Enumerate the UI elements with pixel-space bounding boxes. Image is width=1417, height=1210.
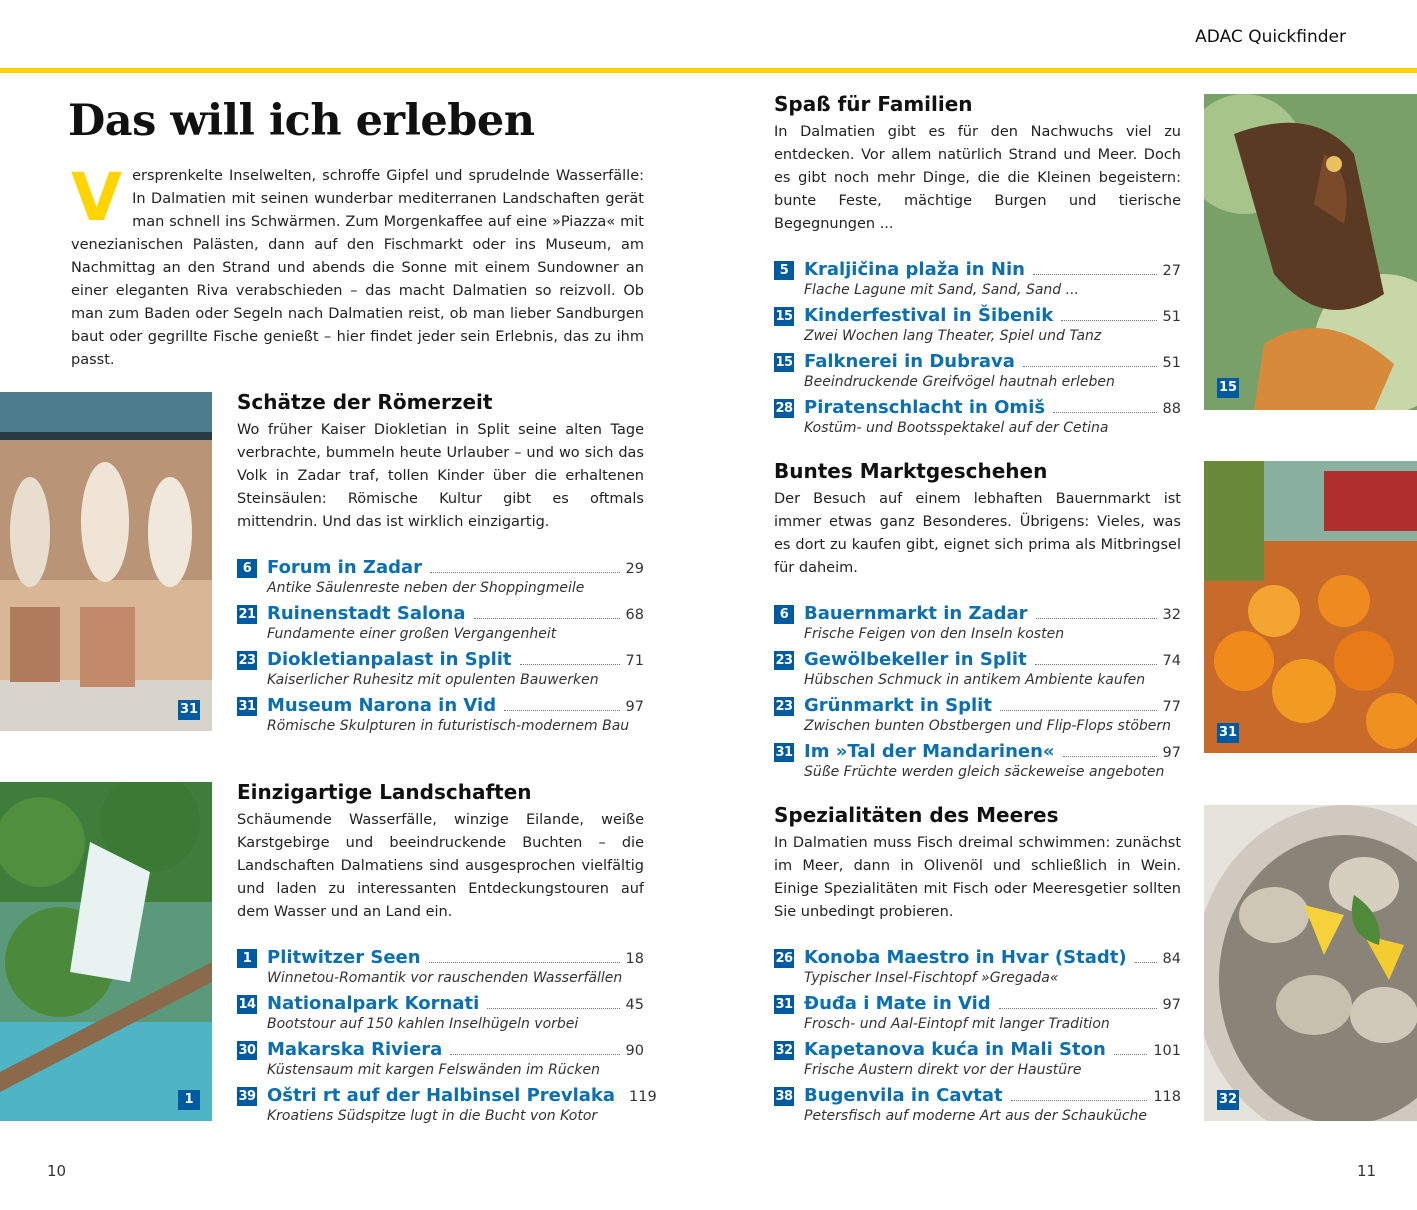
entry-name[interactable]: Nationalpark Kornati (267, 993, 480, 1014)
section-text: Wo früher Kaiser Diokletian in Split seine alten Tage verbrachte, bummeln heute Urlauber – und wo sich das Volk in Zadar traf, tollen Kinder über die erhaltenen Steinsäulen: Römische Kultur gibt es oftmals mittendrin. Und das ist wirklich einzigartig. (237, 422, 644, 530)
dropcap: V (71, 159, 123, 236)
oysters-image (1204, 805, 1417, 1121)
entry-description: Kroatiens Südspitze lugt in die Bucht von Kotor (267, 1108, 598, 1124)
yellow-rule (0, 68, 1417, 73)
list-item[interactable] (237, 1038, 644, 1084)
list-item[interactable] (774, 946, 1181, 992)
section-text: In Dalmatien gibt es für den Nachwuchs viel zu entdecken. Vor allem natürlich Strand und Meer. Doch es gibt noch mehr Dinge, die die Kleinen begeistern: bunte Feste, mächtige Burgen und tierische Begegnungen ... (774, 124, 1181, 232)
leader-dots (474, 618, 620, 619)
entry-name[interactable]: Forum in Zadar (267, 557, 423, 578)
section-text: Der Besuch auf einem lebhaften Bauernmarkt ist immer etwas ganz Besonderes. Übrigens: Vieles, was es dort zu kaufen gibt, eignet sich prima als Mitbringsel für daheim. (774, 491, 1181, 576)
list-item[interactable] (774, 740, 1181, 786)
list-item[interactable] (774, 694, 1181, 740)
leader-dots (1036, 618, 1157, 619)
header-label: ADAC Quickfinder (1195, 27, 1346, 47)
intro-paragraph (71, 159, 644, 372)
entry-page: 119 (629, 1089, 657, 1105)
leader-dots (430, 572, 620, 573)
section-heading: Spezialitäten des Meeres (774, 803, 1059, 827)
leader-dots (450, 1054, 619, 1055)
entry-name[interactable]: Ruinenstadt Salona (267, 603, 466, 624)
entry-name[interactable]: Đuđa i Mate in Vid (804, 993, 991, 1014)
leader-dots (1053, 412, 1156, 413)
entry-number: 38 (775, 1089, 793, 1104)
entry-number: 23 (775, 699, 793, 714)
entry-number: 15 (775, 309, 793, 324)
entry-number: 23 (238, 653, 256, 668)
leader-dots (999, 1008, 1157, 1009)
entry-name[interactable]: Im »Tal der Mandarinen« (804, 741, 1055, 762)
entry-name[interactable]: Makarska Riviera (267, 1039, 443, 1060)
page-title: Das will ich erleben (68, 96, 535, 146)
entry-name[interactable]: Konoba Maestro in Hvar (Stadt) (804, 947, 1127, 968)
list-item[interactable] (774, 648, 1181, 694)
entry-name[interactable]: Kraljičina plaža in Nin (804, 259, 1025, 280)
photo-market (1204, 461, 1417, 753)
list-item[interactable] (237, 602, 644, 648)
photo-badge: 31 (1217, 723, 1239, 743)
entry-description: Winnetou-Romantik vor rauschenden Wasserfällen (267, 970, 623, 986)
entry-description: Flache Lagune mit Sand, Sand, Sand ... (804, 282, 1079, 298)
entry-number: 31 (775, 997, 793, 1012)
entry-page: 29 (625, 561, 644, 577)
entry-number: 1 (237, 949, 257, 968)
leader-dots (520, 664, 620, 665)
entry-page: 74 (1162, 653, 1181, 669)
entry-number: 31 (238, 699, 256, 714)
photo-badge: 31 (178, 700, 200, 720)
list-item[interactable] (774, 1084, 1181, 1130)
entry-description: Kostüm- und Bootsspektakel auf der Cetina (804, 420, 1109, 436)
entry-page: 71 (625, 653, 644, 669)
list-item[interactable] (774, 992, 1181, 1038)
waterfalls-image (0, 782, 212, 1121)
leader-dots (1063, 756, 1157, 757)
entry-page: 90 (625, 1043, 644, 1059)
leader-dots (1135, 962, 1157, 963)
section-heading: Buntes Marktgeschehen (774, 459, 1048, 483)
entry-description: Küstensaum mit kargen Felswänden im Rücken (267, 1062, 600, 1078)
entry-name[interactable]: Grünmarkt in Split (804, 695, 992, 716)
leader-dots (1023, 366, 1157, 367)
entry-page: 32 (1162, 607, 1181, 623)
entry-number: 32 (775, 1043, 793, 1058)
section-text: In Dalmatien muss Fisch dreimal schwimmen: zunächst im Meer, dann in Olivenöl und schließlich in Wein. Einige Spezialitäten mit Fisch oder Meeresgetier sollten Sie unbedingt probieren. (774, 835, 1181, 920)
entry-number: 28 (775, 401, 793, 416)
leader-dots (1061, 320, 1156, 321)
entry-name[interactable]: Diokletianpalast in Split (267, 649, 512, 670)
list-item[interactable] (774, 350, 1181, 396)
entry-name[interactable]: Oštri rt auf der Halbinsel Prevlaka (267, 1085, 616, 1106)
leader-dots (504, 710, 619, 711)
entry-description: Fundamente einer großen Vergangenheit (267, 626, 557, 642)
photo-roman-statues (0, 392, 212, 731)
entry-page: 27 (1162, 263, 1181, 279)
photo-badge: 32 (1217, 1090, 1239, 1110)
entry-number: 15 (775, 355, 793, 370)
section-heading: Schätze der Römerzeit (237, 390, 493, 414)
list-item[interactable] (237, 556, 644, 602)
photo-badge: 1 (178, 1090, 200, 1110)
entry-name[interactable]: Kapetanova kuća in Mali Ston (804, 1039, 1106, 1060)
list-item[interactable] (774, 602, 1181, 648)
entry-description: Süße Früchte werden gleich säckeweise angeboten (804, 764, 1165, 780)
leader-dots (1011, 1100, 1148, 1101)
entry-page: 97 (1162, 745, 1181, 761)
list-item[interactable] (237, 648, 644, 694)
entry-page: 97 (1162, 997, 1181, 1013)
entry-page: 45 (625, 997, 644, 1013)
entry-number: 6 (237, 559, 257, 578)
entry-page: 84 (1162, 951, 1181, 967)
entry-description: Beeindruckende Greifvögel hautnah erleben (804, 374, 1115, 390)
list-item[interactable] (237, 992, 644, 1038)
section-markets (774, 459, 1181, 786)
page-number-right: 11 (1357, 1162, 1377, 1180)
entry-number: 21 (238, 607, 256, 622)
entry-number: 23 (775, 653, 793, 668)
entry-description: Zwischen bunten Obstbergen und Flip-Flops stöbern (804, 718, 1172, 734)
entry-number: 5 (774, 261, 794, 280)
entry-description: Kaiserlicher Ruhesitz mit opulenten Bauwerken (267, 672, 599, 688)
leader-dots (1035, 664, 1157, 665)
entry-page: 97 (625, 699, 644, 715)
section-seafood (774, 803, 1181, 1130)
entry-description: Frosch- und Aal-Eintopf mit langer Tradition (804, 1016, 1110, 1032)
entry-number: 6 (774, 605, 794, 624)
leader-dots (1114, 1054, 1148, 1055)
entry-description: Antike Säulenreste neben der Shoppingmeile (267, 580, 585, 596)
entry-description: Frische Feigen von den Inseln kosten (804, 626, 1065, 642)
leader-dots (1033, 274, 1157, 275)
entry-number: 30 (238, 1043, 256, 1058)
intro-text: ersprenkelte Inselwelten, schroffe Gipfel und sprudelnde Wasserfälle: In Dalmatien mit seinen wunderbar mediterranen Landschaften gerät man schnell ins Schwärmen. Zum Morgenkaffee auf eine »Piazza« mit venezianischen Palästen, dann auf den Fischmarkt oder ins Museum, am Nachmittag an den Strand und abends die Sonne mit einem Sundowner an einer eleganten Riva verabschieden – das macht Dalmatien so reizvoll. Ob man zum Baden oder Segeln nach Dalmatien reist, ob man lieber Sandburgen baut oder gegrillte Fische genießt – hier findet jeder sein Erlebnis, das zu ihm passt. (71, 168, 644, 368)
section-text: Schäumende Wasserfälle, winzige Eilande, weiße Karstgebirge und beeindruckende Buchten – die Landschaften Dalmatiens sind ausgesprochen vielfältig und laden zu interessanten Entdeckungstouren auf dem Wasser und an Land ein. (237, 812, 644, 920)
photo-oysters (1204, 805, 1417, 1121)
entry-page: 77 (1162, 699, 1181, 715)
entry-description: Frische Austern direkt vor der Haustüre (804, 1062, 1082, 1078)
entry-name[interactable]: Kinderfestival in Šibenik (804, 305, 1054, 326)
entry-description: Zwei Wochen lang Theater, Spiel und Tanz (804, 328, 1102, 344)
list-item[interactable] (774, 304, 1181, 350)
leader-dots (487, 1008, 619, 1009)
entry-description: Römische Skulpturen in futuristisch-modernem Bau (267, 718, 630, 734)
list-item[interactable] (237, 694, 644, 740)
entry-number: 26 (775, 951, 793, 966)
entry-number: 39 (238, 1089, 256, 1104)
section-roman-era (237, 390, 644, 740)
entry-page: 18 (625, 951, 644, 967)
entry-number: 31 (775, 745, 793, 760)
entry-name[interactable]: Bugenvila in Cavtat (804, 1085, 1003, 1106)
entry-name[interactable]: Falknerei in Dubrava (804, 351, 1015, 372)
entry-name[interactable]: Gewölbekeller in Split (804, 649, 1027, 670)
entry-page: 68 (625, 607, 644, 623)
photo-badge: 15 (1217, 378, 1239, 398)
photo-waterfalls (0, 782, 212, 1121)
entry-name[interactable]: Piratenschlacht in Omiš (804, 397, 1046, 418)
list-item[interactable] (237, 946, 644, 992)
entry-page: 51 (1162, 309, 1181, 325)
entry-name[interactable]: Bauernmarkt in Zadar (804, 603, 1028, 624)
entry-page: 118 (1153, 1089, 1181, 1105)
page-number-left: 10 (47, 1162, 67, 1180)
roman-statues-image (0, 392, 212, 731)
list-item[interactable] (774, 1038, 1181, 1084)
entry-description: Bootstour auf 150 kahlen Inselhügeln vorbei (267, 1016, 579, 1032)
entry-number: 14 (238, 997, 256, 1012)
section-families (774, 92, 1181, 442)
falcon-image (1204, 94, 1417, 410)
photo-falcon (1204, 94, 1417, 410)
leader-dots (429, 962, 620, 963)
market-image (1204, 461, 1417, 753)
entry-description: Petersfisch auf moderne Art aus der Schauküche (804, 1108, 1148, 1124)
list-item[interactable] (237, 1084, 657, 1130)
leader-dots (1000, 710, 1157, 711)
entry-name[interactable]: Museum Narona in Vid (267, 695, 497, 716)
list-item[interactable] (774, 258, 1181, 304)
list-item[interactable] (774, 396, 1181, 442)
entry-page: 51 (1162, 355, 1181, 371)
section-heading: Einzigartige Landschaften (237, 780, 532, 804)
entry-name[interactable]: Plitwitzer Seen (267, 947, 421, 968)
entry-description: Hübschen Schmuck in antikem Ambiente kaufen (804, 672, 1146, 688)
entry-description: Typischer Insel-Fischtopf »Gregada« (804, 970, 1059, 986)
section-landscapes (237, 780, 657, 1130)
section-heading: Spaß für Familien (774, 92, 973, 116)
entry-page: 88 (1162, 401, 1181, 417)
entry-page: 101 (1153, 1043, 1181, 1059)
